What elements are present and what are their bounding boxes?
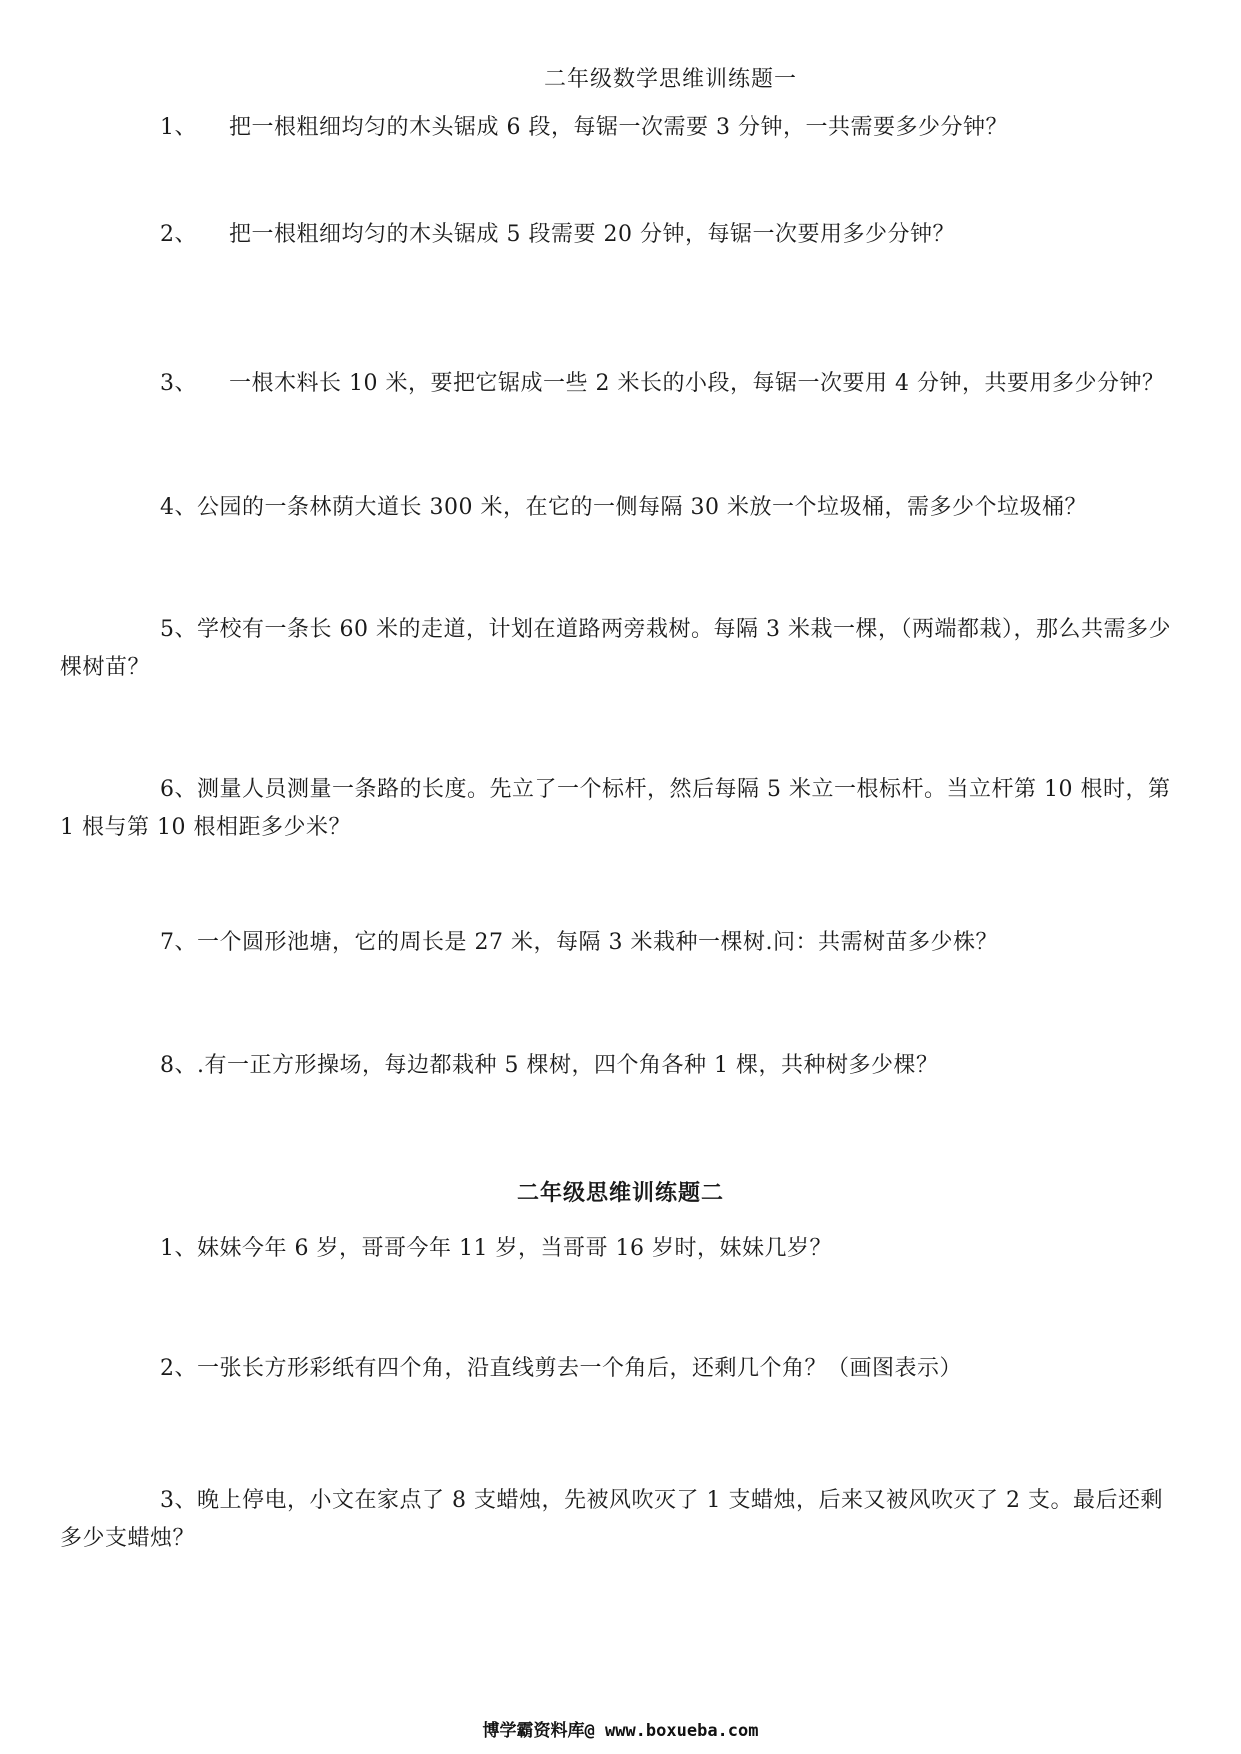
question-number: 7、 (160, 930, 197, 955)
section1-question-8 (60, 1047, 1180, 1085)
question-number: 1、 (160, 1236, 197, 1261)
section1-question-1 (60, 109, 1180, 147)
question-text: 公园的一条林荫大道长 300 米，在它的一侧每隔 30 米放一个垃圾桶，需多少个垃圾桶？ (197, 495, 1087, 520)
question-text: 把一根粗细均匀的木头锯成 6 段，每锯一次需要 3 分钟，一共需要多少分钟？ (229, 115, 1008, 140)
question-number: 8、 (160, 1053, 197, 1078)
section2-question-3 (60, 1482, 1180, 1558)
question-number: 4、 (160, 495, 197, 520)
question-number: 2、 (160, 222, 197, 247)
section2-question-2 (60, 1350, 1180, 1388)
section1-question-6 (60, 771, 1180, 847)
section1-title: 二年级数学思维训练题一 (543, 67, 797, 92)
section2-question-1 (60, 1230, 1180, 1268)
question-number: 1、 (160, 115, 197, 140)
question-text: 把一根粗细均匀的木头锯成 5 段需要 20 分钟，每锯一次要用多少分钟？ (229, 222, 955, 247)
section1-question-3 (60, 365, 1180, 403)
footer-watermark: 博学霸资料库@ www.boxueba.com (482, 1721, 759, 1741)
question-text: 测量人员测量一条路的长度。先立了一个标杆，然后每隔 5 米立一根标杆。当立杆第 10 根时，第 1 根与第 10 根相距多少米？ (60, 777, 1171, 840)
section1-question-7 (60, 924, 1180, 962)
question-number: 3、 (160, 371, 197, 396)
section2-title: 二年级思维训练题二 (516, 1181, 724, 1206)
question-number: 3、 (160, 1488, 197, 1513)
section1-question-4 (60, 489, 1180, 527)
question-text: 一张长方形彩纸有四个角，沿直线剪去一个角后，还剩几个角？（画图表示） (197, 1356, 963, 1381)
section1-question-5 (60, 611, 1180, 687)
question-number: 2、 (160, 1356, 197, 1381)
question-text: 晚上停电，小文在家点了 8 支蜡烛，先被风吹灭了 1 支蜡烛，后来又被风吹灭了 2 支。最后还剩多少支蜡烛？ (60, 1488, 1163, 1551)
question-text: 一根木料长 10 米，要把它锯成一些 2 米长的小段，每锯一次要用 4 分钟，共要用多少分钟？ (229, 371, 1165, 396)
question-number: 5、 (160, 617, 197, 642)
question-text: 学校有一条长 60 米的走道，计划在道路两旁栽树。每隔 3 米栽一棵，（两端都栽），那么共需多少棵树苗？ (60, 617, 1171, 680)
question-text: 妹妹今年 6 岁，哥哥今年 11 岁，当哥哥 16 岁时，妹妹几岁？ (197, 1236, 832, 1261)
question-number: 6、 (160, 777, 197, 802)
question-text: .有一正方形操场，每边都栽种 5 棵树，四个角各种 1 棵，共种树多少棵？ (197, 1053, 939, 1078)
section1-question-2 (60, 216, 1180, 254)
question-text: 一个圆形池塘，它的周长是 27 米，每隔 3 米栽种一棵树.问：共需树苗多少株？ (197, 930, 998, 955)
